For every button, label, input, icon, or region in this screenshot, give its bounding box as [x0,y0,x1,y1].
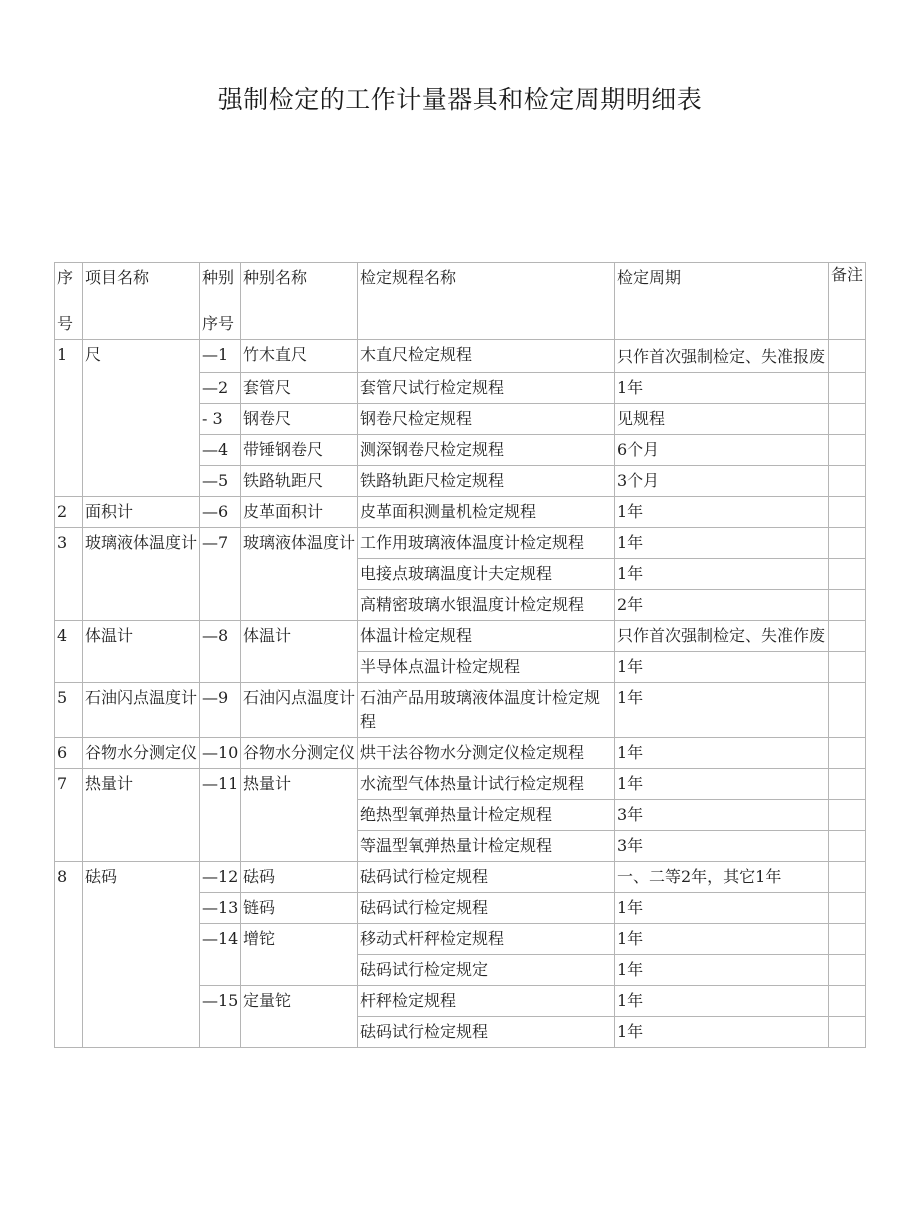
note [829,924,866,955]
header-item: 项目名称 [83,263,200,340]
group-no: 1 [55,340,83,497]
calibration-table [54,262,866,1048]
group-no: 6 [55,738,83,769]
spec-name: 砝码试行检定规程 [358,1017,615,1048]
header-period: 检定周期 [615,263,829,340]
type-code: —12 [200,862,241,893]
page-title: 强制检定的工作计量器具和检定周期明细表 [217,85,703,114]
table-row [55,528,866,559]
type-name: 钢卷尺 [241,404,358,435]
spec-name: 砝码试行检定规程 [358,893,615,924]
type-code: —1 [200,340,241,373]
spec-name: 木直尺检定规程 [358,340,615,373]
note [829,831,866,862]
note [829,769,866,800]
group-item: 谷物水分测定仪 [83,738,200,769]
type-code: —15 [200,986,241,1048]
period: 1年 [615,1017,829,1048]
header-no: 序 号 [55,263,83,340]
period: 3年 [615,831,829,862]
type-code: —9 [200,683,241,738]
note [829,528,866,559]
period: 1年 [615,652,829,683]
period: 1年 [615,683,829,738]
period: 1年 [615,986,829,1017]
spec-name: 测深钢卷尺检定规程 [358,435,615,466]
note [829,652,866,683]
group-no: 4 [55,621,83,683]
type-code: —14 [200,924,241,986]
table-row [55,862,866,893]
group-item: 尺 [83,340,200,497]
type-name: 竹木直尺 [241,340,358,373]
note [829,621,866,652]
header-type: 种别名称 [241,263,358,340]
group-no: 2 [55,497,83,528]
type-name: 链码 [241,893,358,924]
note [829,559,866,590]
period: 2年 [615,590,829,621]
type-name: 定量铊 [241,986,358,1048]
table-row [55,769,866,800]
period: 只作首次强制检定、失准作废 [615,621,829,652]
type-name: 热量计 [241,769,358,862]
header-note: 备注 [829,263,866,340]
group-no: 3 [55,528,83,621]
type-code: - 3 [200,404,241,435]
group-item: 面积计 [83,497,200,528]
type-code: —6 [200,497,241,528]
header-row [55,263,866,340]
type-name: 皮革面积计 [241,497,358,528]
spec-name: 体温计检定规程 [358,621,615,652]
group-item: 体温计 [83,621,200,683]
table-row [55,683,866,738]
spec-name: 皮革面积测量机检定规程 [358,497,615,528]
note [829,497,866,528]
spec-name: 钢卷尺检定规程 [358,404,615,435]
period: 1年 [615,893,829,924]
period: 1年 [615,769,829,800]
period: 1年 [615,373,829,404]
period: 1年 [615,955,829,986]
period: 6个月 [615,435,829,466]
type-name: 体温计 [241,621,358,683]
type-code: —5 [200,466,241,497]
type-name: 增铊 [241,924,358,986]
type-code: —2 [200,373,241,404]
note [829,340,866,373]
type-code: —8 [200,621,241,683]
group-item: 砝码 [83,862,200,1048]
table-row [55,738,866,769]
period: 一、二等2年，其它1年 [615,862,829,893]
period: 3个月 [615,466,829,497]
group-no: 5 [55,683,83,738]
period: 1年 [615,924,829,955]
type-code: —10 [200,738,241,769]
spec-name: 烘干法谷物水分测定仪检定规程 [358,738,615,769]
note [829,986,866,1017]
note [829,590,866,621]
spec-name: 水流型气体热量计试行检定规程 [358,769,615,800]
period: 3年 [615,800,829,831]
type-name: 砝码 [241,862,358,893]
type-code: —11 [200,769,241,862]
spec-name: 套管尺试行检定规程 [358,373,615,404]
type-name: 玻璃液体温度计 [241,528,358,621]
spec-name: 高精密玻璃水银温度计检定规程 [358,590,615,621]
spec-name: 等温型氧弹热量计检定规程 [358,831,615,862]
period: 见规程 [615,404,829,435]
note [829,373,866,404]
period: 1年 [615,738,829,769]
period: 1年 [615,528,829,559]
type-name: 石油闪点温度计 [241,683,358,738]
note [829,738,866,769]
group-item: 玻璃液体温度计 [83,528,200,621]
spec-name: 铁路轨距尺检定规程 [358,466,615,497]
group-no: 7 [55,769,83,862]
period: 1年 [615,559,829,590]
spec-name: 杆秤检定规程 [358,986,615,1017]
spec-name: 石油产品用玻璃液体温度计检定规程 [358,683,615,738]
type-name: 套管尺 [241,373,358,404]
note [829,893,866,924]
note [829,404,866,435]
group-item: 热量计 [83,769,200,862]
spec-name: 绝热型氧弹热量计检定规程 [358,800,615,831]
spec-name: 砝码试行检定规程 [358,862,615,893]
spec-name: 电接点玻璃温度计夫定规程 [358,559,615,590]
table-row [55,497,866,528]
type-name: 带锤钢卷尺 [241,435,358,466]
note [829,435,866,466]
note [829,862,866,893]
period: 1年 [615,497,829,528]
note [829,800,866,831]
period: 只作首次强制检定、失准报废 [615,340,829,373]
note [829,683,866,738]
header-spec: 检定规程名称 [358,263,615,340]
spec-name: 移动式杆秤检定规程 [358,924,615,955]
group-item: 石油闪点温度计 [83,683,200,738]
header-code: 种别 序号 [200,263,241,340]
type-code: —7 [200,528,241,621]
spec-name: 砝码试行检定规定 [358,955,615,986]
table-row [55,340,866,373]
spec-name: 工作用玻璃液体温度计检定规程 [358,528,615,559]
spec-name: 半导体点温计检定规程 [358,652,615,683]
type-name: 谷物水分测定仪 [241,738,358,769]
type-code: —4 [200,435,241,466]
group-no: 8 [55,862,83,1048]
type-code: —13 [200,893,241,924]
table-row [55,621,866,652]
note [829,466,866,497]
type-name: 铁路轨距尺 [241,466,358,497]
note [829,955,866,986]
note [829,1017,866,1048]
